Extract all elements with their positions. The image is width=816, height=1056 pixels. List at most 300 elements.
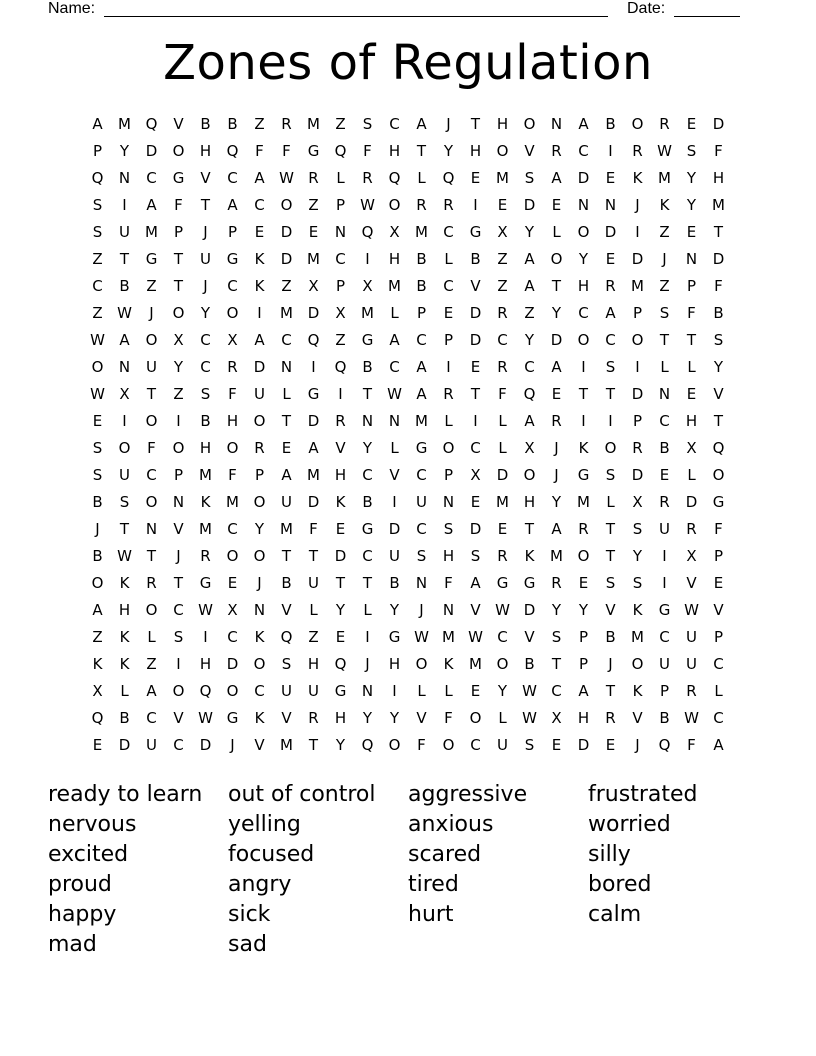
grid-letter[interactable]: R — [551, 142, 562, 160]
grid-letter[interactable]: E — [551, 385, 562, 403]
grid-letter[interactable]: W — [198, 601, 213, 619]
grid-letter[interactable]: I — [392, 493, 397, 511]
grid-letter[interactable]: F — [714, 520, 723, 538]
grid-letter[interactable]: R — [308, 709, 319, 727]
grid-letter[interactable]: X — [632, 493, 643, 511]
grid-letter[interactable]: C — [92, 277, 103, 295]
grid-letter[interactable]: D — [469, 520, 482, 538]
grid-letter[interactable]: C — [551, 682, 562, 700]
grid-letter[interactable]: T — [605, 682, 616, 700]
grid-letter[interactable]: I — [365, 628, 370, 646]
grid-letter[interactable]: E — [605, 250, 616, 268]
grid-letter[interactable]: Y — [524, 331, 535, 349]
grid-letter[interactable]: L — [390, 304, 399, 322]
grid-letter[interactable]: C — [497, 628, 508, 646]
grid-letter[interactable]: W — [414, 628, 429, 646]
grid-letter[interactable]: Z — [254, 115, 265, 133]
grid-letter[interactable]: S — [173, 628, 184, 646]
grid-letter[interactable]: H — [388, 250, 401, 268]
grid-letter[interactable]: M — [442, 628, 455, 646]
grid-letter[interactable]: E — [578, 574, 589, 592]
grid-letter[interactable]: J — [608, 655, 613, 673]
grid-letter[interactable]: L — [660, 358, 669, 376]
grid-letter[interactable]: C — [443, 277, 454, 295]
grid-letter[interactable]: S — [524, 736, 535, 754]
grid-letter[interactable]: B — [362, 358, 373, 376]
grid-letter[interactable]: D — [307, 493, 320, 511]
grid-letter[interactable]: O — [442, 439, 455, 457]
grid-letter[interactable]: D — [604, 223, 617, 241]
grid-letter[interactable]: A — [416, 385, 427, 403]
grid-letter[interactable]: C — [200, 358, 211, 376]
grid-letter[interactable]: Z — [308, 196, 319, 214]
grid-letter[interactable]: N — [118, 169, 131, 187]
grid-letter[interactable]: I — [311, 358, 316, 376]
grid-letter[interactable]: T — [281, 547, 292, 565]
grid-letter[interactable]: O — [226, 304, 239, 322]
grid-letter[interactable]: F — [498, 385, 507, 403]
grid-letter[interactable]: H — [199, 142, 212, 160]
grid-letter[interactable]: M — [226, 493, 239, 511]
grid-letter[interactable]: U — [146, 736, 157, 754]
grid-letter[interactable]: U — [686, 655, 697, 673]
grid-letter[interactable]: H — [334, 709, 347, 727]
grid-letter[interactable]: L — [282, 385, 291, 403]
grid-letter[interactable]: B — [200, 412, 211, 430]
grid-letter[interactable]: H — [685, 412, 698, 430]
grid-letter[interactable]: G — [334, 682, 347, 700]
grid-letter[interactable]: G — [172, 169, 185, 187]
grid-letter[interactable]: G — [145, 250, 158, 268]
grid-letter[interactable]: B — [227, 115, 238, 133]
grid-letter[interactable]: R — [443, 385, 454, 403]
grid-letter[interactable]: S — [605, 466, 616, 484]
grid-letter[interactable]: D — [469, 331, 482, 349]
grid-letter[interactable]: O — [469, 709, 482, 727]
grid-letter[interactable]: C — [254, 682, 265, 700]
grid-letter[interactable]: M — [280, 304, 293, 322]
grid-letter[interactable]: Q — [361, 736, 374, 754]
grid-letter[interactable]: D — [496, 466, 509, 484]
grid-letter[interactable]: Z — [92, 304, 103, 322]
grid-letter[interactable]: I — [608, 142, 613, 160]
grid-letter[interactable]: A — [389, 331, 400, 349]
grid-letter[interactable]: H — [118, 601, 131, 619]
grid-letter[interactable]: K — [659, 196, 670, 214]
grid-letter[interactable]: T — [173, 250, 184, 268]
grid-letter[interactable]: C — [605, 331, 616, 349]
grid-letter[interactable]: O — [631, 655, 644, 673]
grid-letter[interactable]: T — [146, 385, 157, 403]
grid-letter[interactable]: F — [228, 385, 237, 403]
grid-letter[interactable]: S — [362, 115, 373, 133]
grid-letter[interactable]: M — [307, 115, 320, 133]
grid-letter[interactable]: G — [496, 574, 509, 592]
grid-letter[interactable]: Y — [443, 142, 454, 160]
name-blank-line[interactable] — [104, 16, 608, 17]
grid-letter[interactable]: O — [631, 115, 644, 133]
grid-letter[interactable]: E — [470, 358, 481, 376]
grid-letter[interactable]: S — [470, 547, 481, 565]
grid-letter[interactable]: T — [362, 385, 373, 403]
grid-letter[interactable]: K — [119, 574, 130, 592]
grid-letter[interactable]: K — [578, 439, 589, 457]
grid-letter[interactable]: U — [659, 520, 670, 538]
grid-letter[interactable]: V — [281, 601, 292, 619]
grid-letter[interactable]: T — [713, 412, 724, 430]
grid-letter[interactable]: Q — [361, 223, 374, 241]
grid-letter[interactable]: E — [281, 439, 292, 457]
grid-letter[interactable]: M — [415, 412, 428, 430]
grid-letter[interactable]: T — [200, 196, 211, 214]
grid-letter[interactable]: Y — [362, 439, 373, 457]
grid-letter[interactable]: V — [470, 601, 481, 619]
grid-letter[interactable]: I — [662, 547, 667, 565]
grid-letter[interactable]: D — [712, 250, 725, 268]
grid-letter[interactable]: E — [335, 520, 346, 538]
grid-letter[interactable]: K — [119, 628, 130, 646]
grid-letter[interactable]: T — [578, 385, 589, 403]
grid-letter[interactable]: C — [416, 331, 427, 349]
grid-letter[interactable]: Q — [199, 682, 212, 700]
grid-letter[interactable]: R — [605, 709, 616, 727]
grid-letter[interactable]: L — [417, 682, 426, 700]
grid-letter[interactable]: F — [282, 142, 291, 160]
grid-letter[interactable]: O — [523, 466, 536, 484]
grid-letter[interactable]: T — [470, 385, 481, 403]
grid-letter[interactable]: F — [687, 736, 696, 754]
grid-letter[interactable]: J — [662, 250, 667, 268]
grid-letter[interactable]: A — [416, 358, 427, 376]
grid-letter[interactable]: I — [203, 628, 208, 646]
grid-letter[interactable]: R — [308, 169, 319, 187]
grid-letter[interactable]: L — [363, 601, 372, 619]
grid-letter[interactable]: U — [200, 250, 211, 268]
grid-letter[interactable]: S — [632, 574, 643, 592]
grid-letter[interactable]: R — [551, 574, 562, 592]
grid-letter[interactable]: O — [172, 142, 185, 160]
grid-letter[interactable]: J — [446, 115, 451, 133]
grid-letter[interactable]: O — [172, 682, 185, 700]
grid-letter[interactable]: P — [173, 223, 184, 241]
grid-letter[interactable]: P — [335, 277, 346, 295]
grid-letter[interactable]: I — [122, 412, 127, 430]
grid-letter[interactable]: Q — [712, 439, 725, 457]
grid-letter[interactable]: W — [522, 709, 537, 727]
grid-letter[interactable]: T — [146, 547, 157, 565]
grid-letter[interactable]: C — [713, 709, 724, 727]
grid-letter[interactable]: O — [523, 115, 536, 133]
grid-letter[interactable]: U — [119, 466, 130, 484]
grid-letter[interactable]: V — [389, 466, 400, 484]
grid-letter[interactable]: K — [632, 601, 643, 619]
grid-letter[interactable]: Q — [658, 736, 671, 754]
grid-letter[interactable]: A — [119, 331, 130, 349]
grid-letter[interactable]: D — [199, 736, 212, 754]
grid-letter[interactable]: J — [176, 547, 181, 565]
grid-letter[interactable]: T — [119, 250, 130, 268]
grid-letter[interactable]: Q — [334, 142, 347, 160]
grid-letter[interactable]: A — [524, 277, 535, 295]
grid-letter[interactable]: B — [605, 628, 616, 646]
grid-letter[interactable]: I — [473, 412, 478, 430]
grid-letter[interactable]: O — [91, 574, 104, 592]
grid-letter[interactable]: J — [203, 277, 208, 295]
grid-letter[interactable]: D — [226, 655, 239, 673]
grid-letter[interactable]: E — [227, 574, 238, 592]
grid-letter[interactable]: N — [334, 223, 347, 241]
grid-letter[interactable]: N — [415, 574, 428, 592]
grid-letter[interactable]: E — [686, 223, 697, 241]
grid-letter[interactable]: K — [632, 169, 643, 187]
grid-letter[interactable]: J — [95, 520, 100, 538]
grid-letter[interactable]: O — [577, 223, 590, 241]
grid-letter[interactable]: U — [146, 358, 157, 376]
grid-letter[interactable]: R — [497, 547, 508, 565]
grid-letter[interactable]: Z — [308, 628, 319, 646]
grid-letter[interactable]: V — [524, 142, 535, 160]
grid-letter[interactable]: C — [146, 466, 157, 484]
grid-letter[interactable]: I — [581, 412, 586, 430]
grid-letter[interactable]: G — [307, 385, 320, 403]
grid-letter[interactable]: C — [281, 331, 292, 349]
grid-letter[interactable]: N — [442, 493, 455, 511]
grid-letter[interactable]: T — [605, 520, 616, 538]
grid-letter[interactable]: C — [146, 709, 157, 727]
grid-letter[interactable]: T — [119, 520, 130, 538]
grid-letter[interactable]: D — [631, 385, 644, 403]
grid-letter[interactable]: C — [470, 736, 481, 754]
grid-letter[interactable]: R — [146, 574, 157, 592]
grid-letter[interactable]: J — [635, 736, 640, 754]
grid-letter[interactable]: E — [254, 223, 265, 241]
grid-letter[interactable]: D — [334, 547, 347, 565]
grid-letter[interactable]: C — [200, 331, 211, 349]
grid-letter[interactable]: L — [309, 601, 318, 619]
grid-letter[interactable]: C — [470, 439, 481, 457]
grid-letter[interactable]: Q — [226, 142, 239, 160]
grid-letter[interactable]: Y — [578, 250, 589, 268]
grid-letter[interactable]: N — [550, 115, 563, 133]
grid-letter[interactable]: S — [92, 439, 103, 457]
date-blank-line[interactable] — [674, 16, 740, 17]
grid-letter[interactable]: V — [632, 709, 643, 727]
grid-letter[interactable]: Y — [362, 709, 373, 727]
grid-letter[interactable]: D — [712, 115, 725, 133]
grid-letter[interactable]: W — [684, 601, 699, 619]
grid-letter[interactable]: E — [470, 493, 481, 511]
grid-letter[interactable]: V — [524, 628, 535, 646]
grid-letter[interactable]: O — [172, 439, 185, 457]
grid-letter[interactable]: M — [280, 520, 293, 538]
grid-letter[interactable]: F — [255, 142, 264, 160]
grid-letter[interactable]: R — [335, 412, 346, 430]
grid-letter[interactable]: F — [147, 439, 156, 457]
grid-letter[interactable]: Y — [497, 682, 508, 700]
grid-letter[interactable]: V — [173, 709, 184, 727]
grid-letter[interactable]: J — [203, 223, 208, 241]
grid-letter[interactable]: P — [92, 142, 103, 160]
grid-letter[interactable]: M — [631, 277, 644, 295]
grid-letter[interactable]: K — [254, 628, 265, 646]
grid-letter[interactable]: P — [443, 331, 454, 349]
grid-letter[interactable]: G — [415, 439, 428, 457]
grid-letter[interactable]: E — [605, 169, 616, 187]
grid-letter[interactable]: M — [577, 493, 590, 511]
grid-letter[interactable]: O — [253, 547, 266, 565]
grid-letter[interactable]: S — [443, 520, 454, 538]
grid-letter[interactable]: M — [388, 277, 401, 295]
grid-letter[interactable]: H — [712, 169, 725, 187]
grid-letter[interactable]: P — [173, 466, 184, 484]
grid-letter[interactable]: A — [416, 115, 427, 133]
grid-letter[interactable]: C — [443, 223, 454, 241]
grid-letter[interactable]: R — [686, 520, 697, 538]
grid-letter[interactable]: R — [200, 547, 211, 565]
grid-letter[interactable]: Q — [145, 115, 158, 133]
grid-letter[interactable]: Z — [659, 277, 670, 295]
grid-letter[interactable]: E — [551, 196, 562, 214]
grid-letter[interactable]: O — [388, 736, 401, 754]
grid-letter[interactable]: J — [554, 466, 559, 484]
grid-letter[interactable]: H — [199, 439, 212, 457]
grid-letter[interactable]: X — [551, 709, 562, 727]
grid-letter[interactable]: B — [416, 250, 427, 268]
grid-letter[interactable]: W — [657, 142, 672, 160]
grid-letter[interactable]: W — [360, 196, 375, 214]
grid-letter[interactable]: W — [495, 601, 510, 619]
grid-letter[interactable]: L — [687, 466, 696, 484]
grid-letter[interactable]: B — [470, 250, 481, 268]
grid-letter[interactable]: M — [199, 520, 212, 538]
grid-letter[interactable]: A — [578, 682, 589, 700]
grid-letter[interactable]: L — [498, 709, 507, 727]
grid-letter[interactable]: M — [469, 655, 482, 673]
grid-letter[interactable]: R — [686, 682, 697, 700]
grid-letter[interactable]: V — [200, 169, 211, 187]
grid-letter[interactable]: T — [308, 547, 319, 565]
grid-letter[interactable]: F — [444, 709, 453, 727]
grid-letter[interactable]: U — [659, 655, 670, 673]
grid-letter[interactable]: X — [470, 466, 481, 484]
grid-letter[interactable]: K — [254, 277, 265, 295]
grid-letter[interactable]: G — [469, 223, 482, 241]
grid-letter[interactable]: Z — [92, 250, 103, 268]
grid-letter[interactable]: N — [577, 196, 590, 214]
grid-letter[interactable]: E — [497, 196, 508, 214]
grid-letter[interactable]: I — [473, 196, 478, 214]
grid-letter[interactable]: B — [281, 574, 292, 592]
grid-letter[interactable]: M — [550, 547, 563, 565]
grid-letter[interactable]: O — [253, 493, 266, 511]
grid-letter[interactable]: L — [444, 250, 453, 268]
grid-letter[interactable]: D — [280, 250, 293, 268]
grid-letter[interactable]: C — [713, 655, 724, 673]
grid-letter[interactable]: A — [551, 358, 562, 376]
grid-letter[interactable]: O — [226, 439, 239, 457]
grid-letter[interactable]: R — [578, 520, 589, 538]
grid-letter[interactable]: I — [635, 358, 640, 376]
grid-letter[interactable]: Y — [200, 304, 211, 322]
grid-letter[interactable]: T — [335, 574, 346, 592]
grid-letter[interactable]: M — [361, 304, 374, 322]
grid-letter[interactable]: T — [686, 331, 697, 349]
grid-letter[interactable]: C — [389, 115, 400, 133]
grid-letter[interactable]: U — [308, 574, 319, 592]
grid-letter[interactable]: I — [257, 304, 262, 322]
grid-letter[interactable]: P — [632, 412, 643, 430]
grid-letter[interactable]: C — [227, 277, 238, 295]
grid-letter[interactable]: X — [362, 277, 373, 295]
grid-letter[interactable]: O — [496, 142, 509, 160]
grid-letter[interactable]: Z — [524, 304, 535, 322]
grid-letter[interactable]: Q — [388, 169, 401, 187]
grid-letter[interactable]: X — [173, 331, 184, 349]
grid-letter[interactable]: X — [524, 439, 535, 457]
grid-letter[interactable]: J — [257, 574, 262, 592]
grid-letter[interactable]: R — [362, 169, 373, 187]
grid-letter[interactable]: L — [552, 223, 561, 241]
grid-letter[interactable]: L — [417, 169, 426, 187]
grid-letter[interactable]: Y — [335, 601, 346, 619]
grid-letter[interactable]: T — [173, 277, 184, 295]
grid-letter[interactable]: C — [524, 358, 535, 376]
grid-letter[interactable]: F — [417, 736, 426, 754]
grid-letter[interactable]: A — [551, 520, 562, 538]
grid-letter[interactable]: G — [523, 574, 536, 592]
grid-letter[interactable]: D — [253, 358, 266, 376]
grid-letter[interactable]: W — [117, 547, 132, 565]
grid-letter[interactable]: W — [90, 331, 105, 349]
grid-letter[interactable]: N — [442, 601, 455, 619]
grid-letter[interactable]: H — [226, 412, 239, 430]
grid-letter[interactable]: K — [254, 709, 265, 727]
grid-letter[interactable]: I — [176, 412, 181, 430]
grid-letter[interactable]: C — [578, 304, 589, 322]
grid-letter[interactable]: C — [659, 628, 670, 646]
grid-letter[interactable]: K — [119, 655, 130, 673]
grid-letter[interactable]: O — [415, 655, 428, 673]
grid-letter[interactable]: O — [604, 439, 617, 457]
grid-letter[interactable]: Y — [686, 169, 697, 187]
grid-letter[interactable]: O — [442, 736, 455, 754]
grid-letter[interactable]: U — [416, 493, 427, 511]
grid-letter[interactable]: X — [92, 682, 103, 700]
grid-letter[interactable]: G — [307, 142, 320, 160]
grid-letter[interactable]: S — [92, 223, 103, 241]
grid-letter[interactable]: R — [632, 439, 643, 457]
grid-letter[interactable]: D — [631, 250, 644, 268]
grid-letter[interactable]: R — [659, 115, 670, 133]
grid-letter[interactable]: M — [307, 250, 320, 268]
grid-letter[interactable]: Y — [551, 601, 562, 619]
grid-letter[interactable]: T — [605, 385, 616, 403]
grid-letter[interactable]: F — [363, 142, 372, 160]
grid-letter[interactable]: C — [146, 169, 157, 187]
grid-letter[interactable]: O — [91, 358, 104, 376]
grid-letter[interactable]: G — [361, 331, 374, 349]
grid-letter[interactable]: Y — [632, 547, 643, 565]
grid-letter[interactable]: V — [686, 574, 697, 592]
grid-letter[interactable]: K — [335, 493, 346, 511]
grid-letter[interactable]: Q — [442, 169, 455, 187]
grid-letter[interactable]: P — [713, 547, 724, 565]
grid-letter[interactable]: A — [578, 115, 589, 133]
grid-letter[interactable]: E — [308, 223, 319, 241]
grid-letter[interactable]: F — [444, 574, 453, 592]
grid-letter[interactable]: H — [496, 115, 509, 133]
grid-letter[interactable]: B — [605, 115, 616, 133]
